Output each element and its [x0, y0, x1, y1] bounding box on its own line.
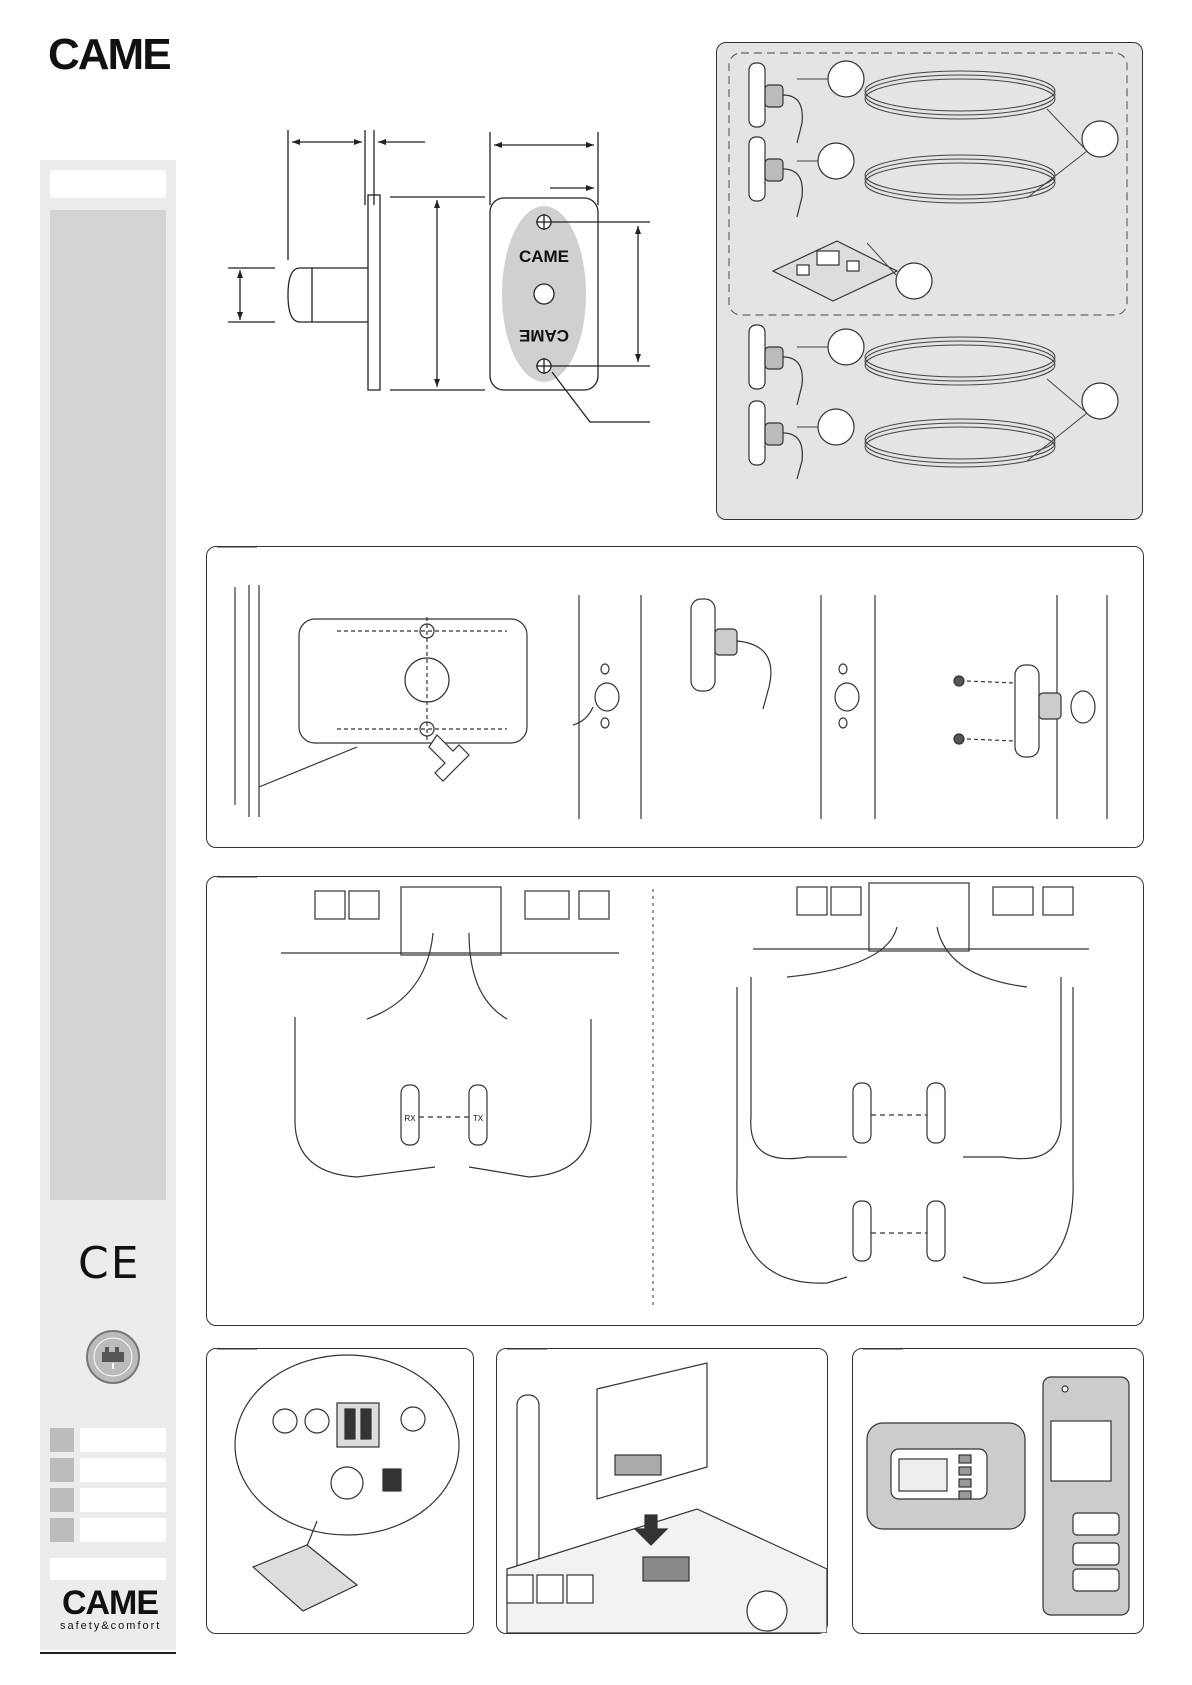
- module-insertion-illustration: [497, 1349, 827, 1633]
- came-tagline: safety&comfort: [60, 1620, 162, 1632]
- wiring-diagram-illustration: [207, 877, 1143, 1325]
- sidebar-title-box: [50, 170, 166, 198]
- module-insertion-panel: [496, 1348, 828, 1634]
- remote-devices-illustration: [853, 1349, 1143, 1633]
- came-logo-bottom: [60, 1586, 160, 1632]
- ce-mark: CE: [78, 1238, 141, 1289]
- language-row-2: [50, 1458, 166, 1482]
- came-logo-bottom-text: CAME: [61, 1584, 159, 1622]
- remote-devices-panel: [852, 1348, 1144, 1634]
- tx-label-left: TX: [472, 1114, 484, 1123]
- kit-contents-panel: [716, 42, 1143, 520]
- came-logo-top: CAME: [48, 30, 170, 79]
- installation-steps-panel: [206, 546, 1144, 848]
- sidebar-footer-box: [50, 1558, 166, 1580]
- dimension-drawing: [200, 110, 650, 470]
- plate-label-bottom: CAME: [518, 326, 570, 345]
- rx-label-left: RX: [404, 1114, 416, 1123]
- language-row-3: [50, 1488, 166, 1512]
- footer-rule: [40, 1652, 176, 1654]
- plate-label-top: CAME: [518, 247, 570, 266]
- language-row-1: [50, 1428, 166, 1452]
- dip-switch-panel: [206, 1348, 474, 1634]
- dip-switch-illustration: [207, 1349, 473, 1633]
- language-row-4: [50, 1518, 166, 1542]
- installation-steps-illustration: [207, 547, 1143, 847]
- certification-seal-icon: [86, 1330, 140, 1384]
- wiring-diagram-panel: [206, 876, 1144, 1326]
- kit-contents-illustration: [717, 43, 1142, 519]
- sidebar-text-block: [50, 210, 166, 1200]
